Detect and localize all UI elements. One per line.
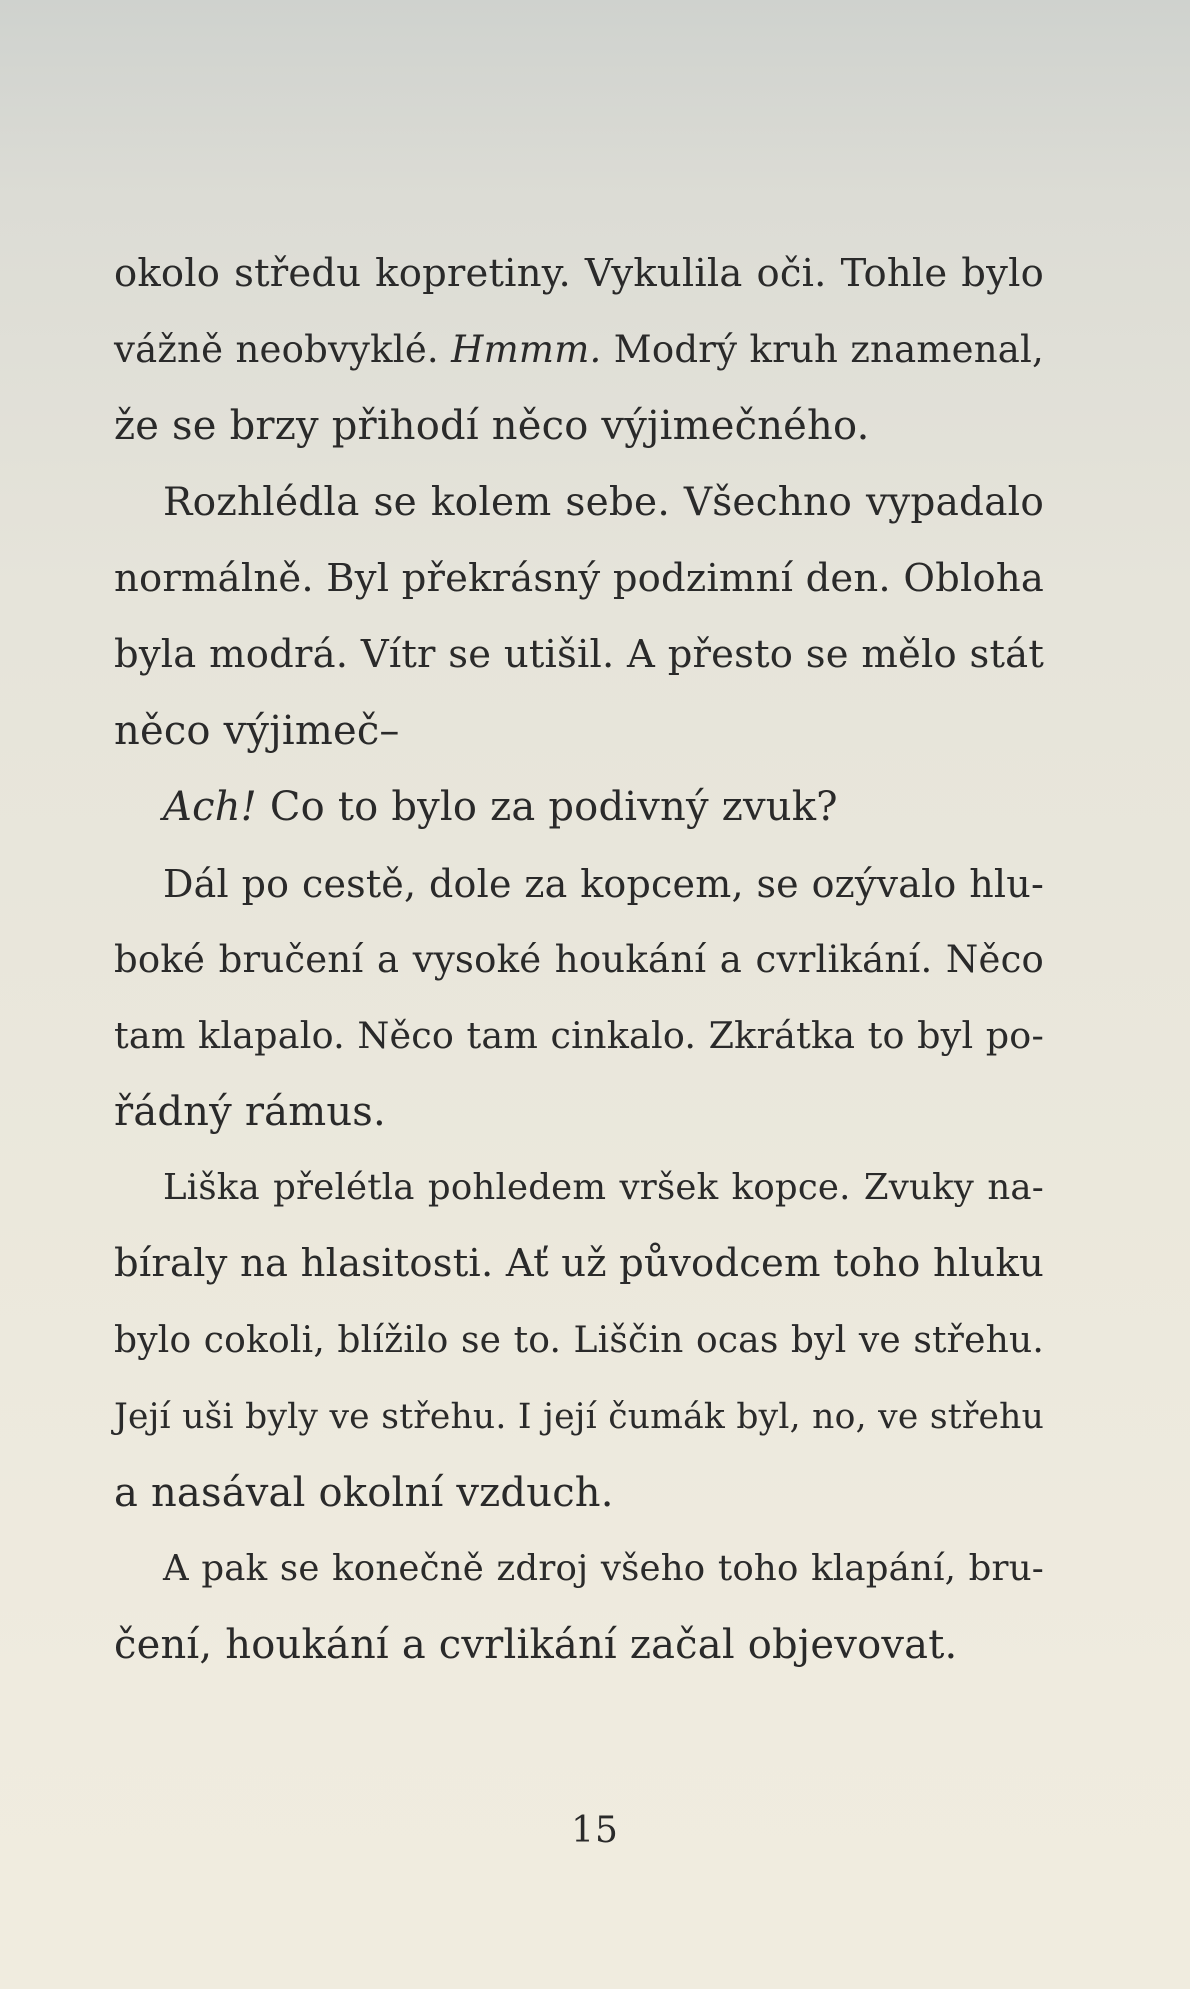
text-line-3: že se brzy přihodí něco výjimečného. <box>114 403 870 450</box>
text-line-17: a nasával okolní vzduch. <box>114 1470 614 1516</box>
text-line-6: byla modrá. Vítr se utišil. A přesto se mělo stát <box>114 631 1044 677</box>
text-line-10: boké bručení a vysoké houkání a cvrlikání. Něco <box>114 937 1044 981</box>
text-line-13: Liška přelétla pohledem vršek kopce. Zvuky na- <box>163 1167 1044 1209</box>
text-line-4: Rozhlédla se kolem sebe. Všechno vypadalo <box>163 479 1044 525</box>
page-number: 15 <box>571 1810 619 1851</box>
text-line-19: čení, houkání a cvrlikání začal objevovat. <box>114 1622 958 1669</box>
text-line-16: Její uši byly ve střehu. I její čumák byl, no, ve střehu <box>114 1396 1044 1437</box>
text-run: vážně neobvyklé. <box>114 328 452 372</box>
text-line-15: bylo cokoli, blížilo se to. Liščin ocas byl ve střehu. <box>114 1319 1044 1361</box>
text-run: Co to bylo za podivný zvuk? <box>256 784 838 831</box>
text-line-11: tam klapalo. Něco tam cinkalo. Zkrátka to byl po- <box>114 1013 1044 1057</box>
text-line-14: bíraly na hlasitosti. Ať už původcem toho hluku <box>114 1241 1044 1287</box>
body-text <box>114 236 1044 1684</box>
text-line-7: něco výjimeč– <box>114 708 400 755</box>
text-line-1: okolo středu kopretiny. Vykulila oči. Tohle bylo <box>114 251 1044 296</box>
text-line-5: normálně. Byl překrásný podzimní den. Obloha <box>114 555 1044 601</box>
text-run: Modrý kruh znamenal, <box>601 328 1044 372</box>
italic-text-run: Hmmm. <box>451 328 602 372</box>
text-line-12: řádný rámus. <box>114 1089 386 1136</box>
text-line-8 <box>114 769 1044 845</box>
text-line-2 <box>114 312 1044 388</box>
text-line-9: Dál po cestě, dole za kopcem, se ozývalo hlu- <box>163 861 1044 906</box>
text-line-18: A pak se konečně zdroj všeho toho klapání, bru- <box>163 1548 1044 1590</box>
italic-text-run: Ach! <box>163 784 257 831</box>
